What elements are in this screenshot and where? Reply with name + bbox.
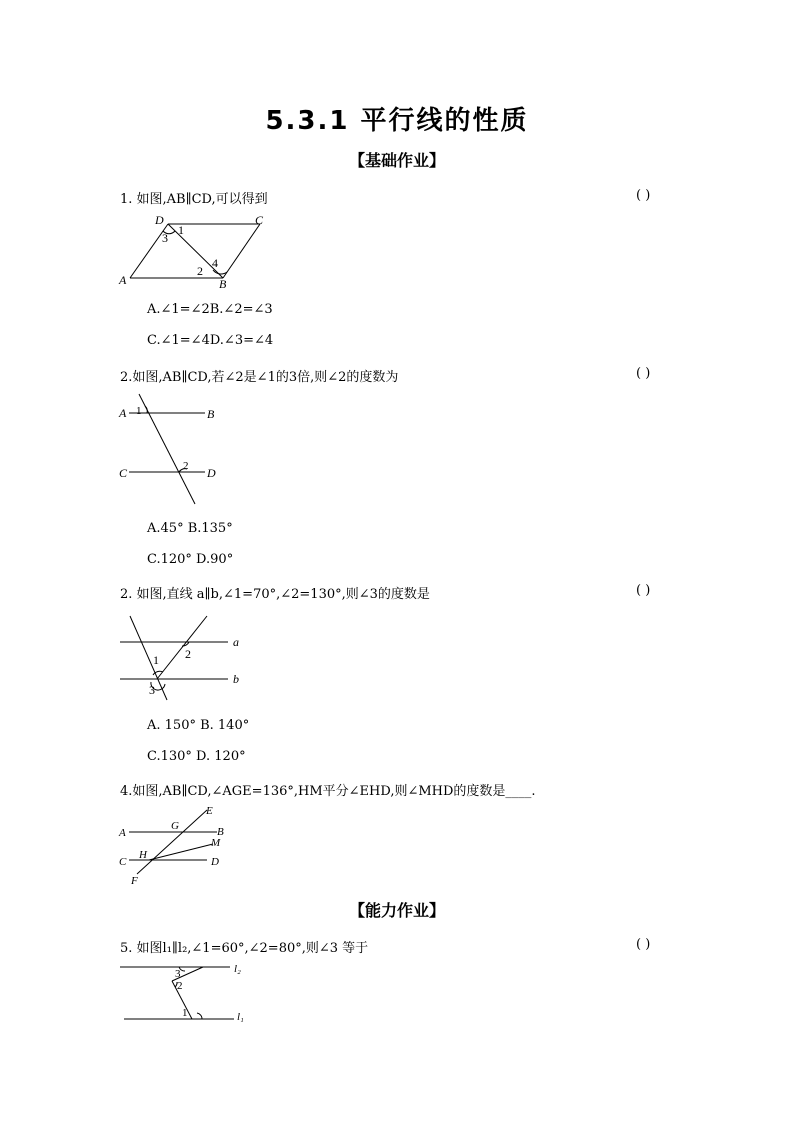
question-3-options-row-1: A. 150° B. 140° <box>147 718 250 733</box>
question-5-text: 5. 如图l₁∥l₂,∠1=60°,∠2=80°,则∠3 等于 <box>120 941 369 956</box>
page-title: 5.3.1 平行线的性质 <box>265 106 529 136</box>
fig2-label-B: B <box>207 407 215 421</box>
fig1-angle-4: 4 <box>212 256 218 270</box>
question-1-options-row-1: A.∠1=∠2B.∠2=∠3 <box>147 302 273 317</box>
fig4-label-H: H <box>139 849 147 861</box>
fig5-angle-3: 3 <box>175 968 181 980</box>
fig1-label-A: A <box>119 273 127 287</box>
fig3-angle-2: 2 <box>185 647 191 661</box>
question-2-text: 2.如图,AB∥CD,若∠2是∠1的3倍,则∠2的度数为 <box>120 370 399 385</box>
answer-blank-5: ( ) <box>636 937 651 952</box>
fig2-angle-1: 1 <box>136 405 142 417</box>
question-3-text: 2. 如图,直线 a∥b,∠1=70°,∠2=130°,则∠3的度数是 <box>120 587 430 602</box>
fig4-label-B: B <box>217 826 224 838</box>
fig5-angle-2: 2 <box>177 980 183 992</box>
fig5-label-l1: l₁ <box>237 1011 244 1023</box>
fig4-label-G: G <box>171 820 179 832</box>
fig4-label-F: F <box>131 875 138 887</box>
fig5-label-l2: l₂ <box>234 963 241 975</box>
figure-q2-transversal <box>115 390 230 508</box>
fig1-angle-3: 3 <box>162 231 168 245</box>
question-1-options-row-2: C.∠1=∠4D.∠3=∠4 <box>147 333 274 348</box>
answer-blank-3: ( ) <box>636 583 651 598</box>
fig2-label-A: A <box>119 406 127 420</box>
fig2-label-C: C <box>119 466 128 480</box>
figure-q5-parallel-l1-l2 <box>115 958 255 1026</box>
fig4-label-D: D <box>211 856 219 868</box>
answer-blank-1: ( ) <box>636 188 651 203</box>
figure-q3-lines-a-b <box>115 612 250 702</box>
section-heading-ability: 【能力作业】 <box>348 901 445 920</box>
question-1-text: 1. 如图,AB∥CD,可以得到 <box>120 192 268 207</box>
fig1-label-C: C <box>255 213 264 227</box>
fig4-label-E: E <box>206 805 213 817</box>
question-3-options-row-2: C.130° D. 120° <box>147 749 246 764</box>
fig3-angle-3: 3 <box>149 683 155 697</box>
fig1-angle-1: 1 <box>178 223 184 237</box>
fig2-angle-2: 2 <box>183 460 189 472</box>
question-2-options-row-1: A.45° B.135° <box>147 521 233 536</box>
fig1-label-B: B <box>219 277 227 291</box>
section-heading-basic: 【基础作业】 <box>348 151 445 170</box>
fig5-angle-1: 1 <box>182 1007 188 1019</box>
fig4-label-C: C <box>119 856 127 868</box>
fig4-label-A: A <box>119 827 126 839</box>
figure-q1-parallelogram <box>115 208 285 293</box>
answer-blank-2: ( ) <box>636 366 651 381</box>
fig3-label-b: b <box>233 672 239 686</box>
fig2-label-D: D <box>207 466 216 480</box>
fig3-label-a: a <box>233 635 239 649</box>
question-4-text: 4.如图,AB∥CD,∠AGE=136°,HM平分∠EHD,则∠MHD的度数是____. <box>120 784 536 799</box>
fig3-angle-1: 1 <box>153 653 159 667</box>
fig1-angle-2: 2 <box>197 264 203 278</box>
fig4-label-M: M <box>211 837 221 849</box>
fig1-label-D: D <box>155 213 164 227</box>
figure-q4-bisector <box>115 800 235 888</box>
question-2-options-row-2: C.120° D.90° <box>147 552 234 567</box>
